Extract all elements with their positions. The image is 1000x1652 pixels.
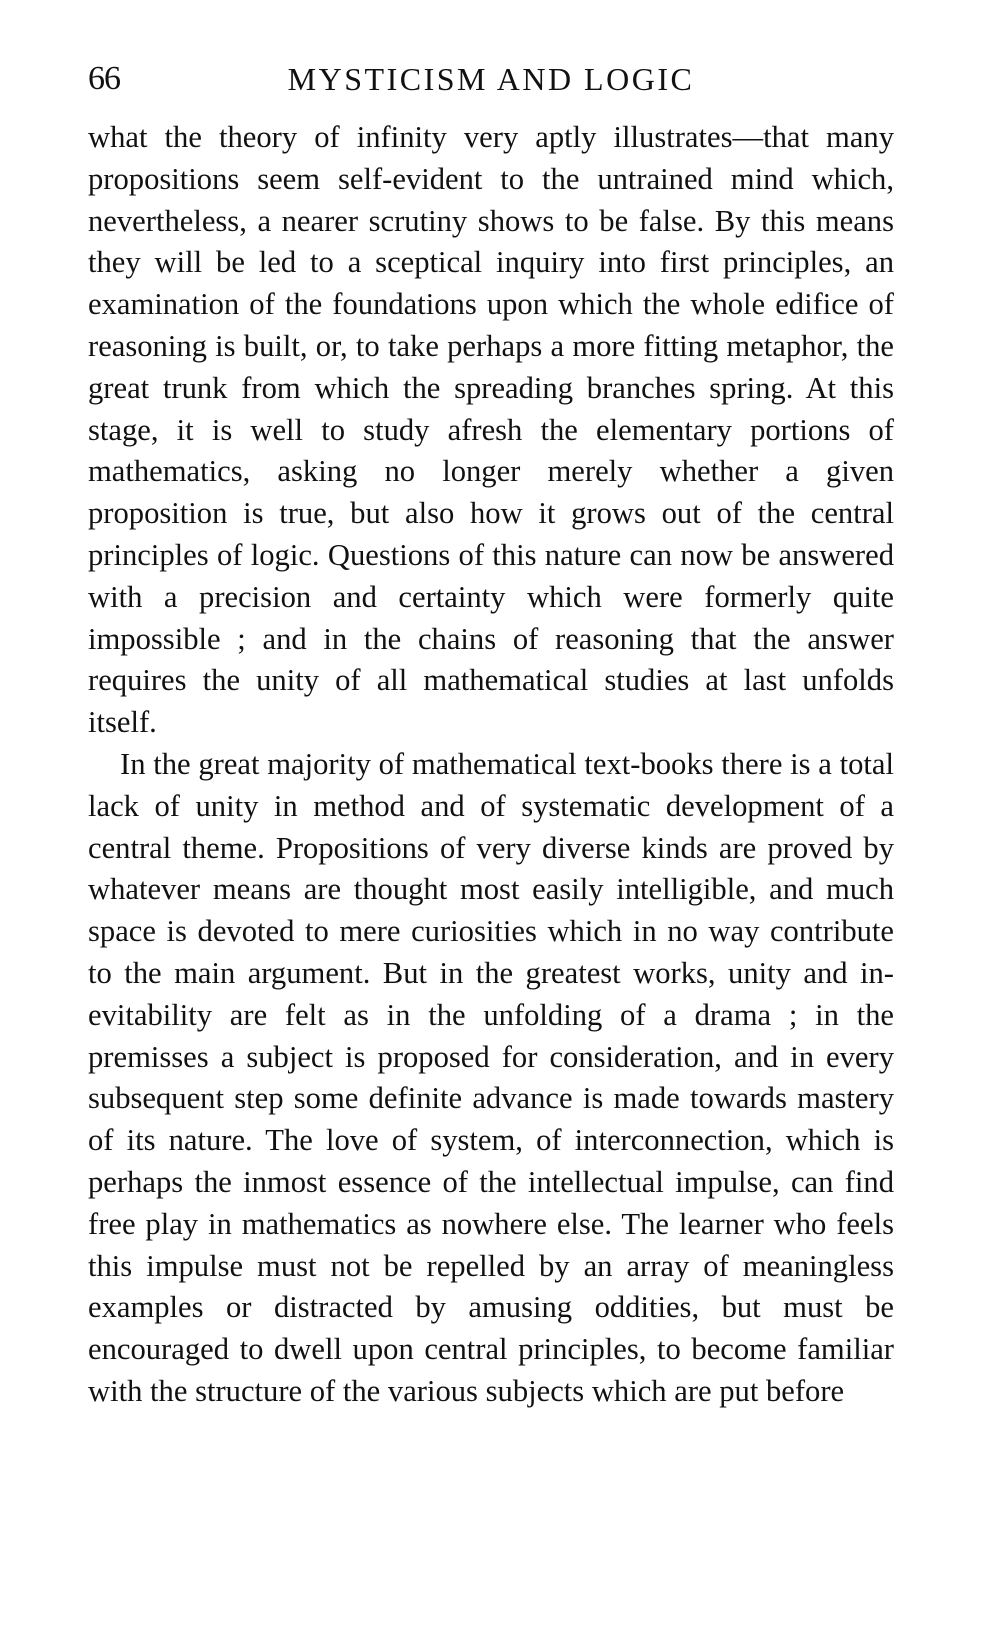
running-head: MYSTICISM AND LOGIC — [287, 61, 695, 97]
page-number: 66 — [88, 60, 120, 97]
paragraph: In the great majority of mathematical text-books there is a total lack of unity in method and of systematic development of a central theme. Propositions of very diverse kinds are proved by whatever means are thought most easily intelligible, and much space is devoted to mere curiosities which in no way contribute to the main argument. But in the greatest works, unity and inevitability are felt as in the unfolding of a drama ; in the premisses a subject is proposed for consideration, and in every subsequent step some definite advance is made towards mastery of its nature. The love of system, of interconnection, which is perhaps the inmost essence of the intellectual impulse, can find free play in mathematics as nowhere else. The learner who feels this impulse must not be repelled by an array of meaningless examples or distracted by amusing oddities, but must be encouraged to dwell upon central principles, to become familiar with the structure of the various subjects which are put before — [88, 746, 894, 1408]
page-header — [88, 55, 894, 103]
body-text — [88, 117, 894, 1413]
paragraph: what the theory of infinity very aptly illustrates—that many propositions seem self-evident to the untrained mind which, nevertheless, a nearer scrutiny shows to be false. By this means they will be led to a sceptical inquiry into first principles, an examination of the foundations upon which the whole edifice of reasoning is built, or, to take perhaps a more fitting metaphor, the great trunk from which the spreading branches spring. At this stage, it is well to study afresh the elementary portions of mathematics, asking no longer merely whether a given proposition is true, but also how it grows out of the central principles of logic. Questions of this nature can now be answered with a precision and certainty which were formerly quite impossible ; and in the chains of reasoning that the answer requires the unity of all mathematical studies at last unfolds itself. — [88, 120, 894, 740]
